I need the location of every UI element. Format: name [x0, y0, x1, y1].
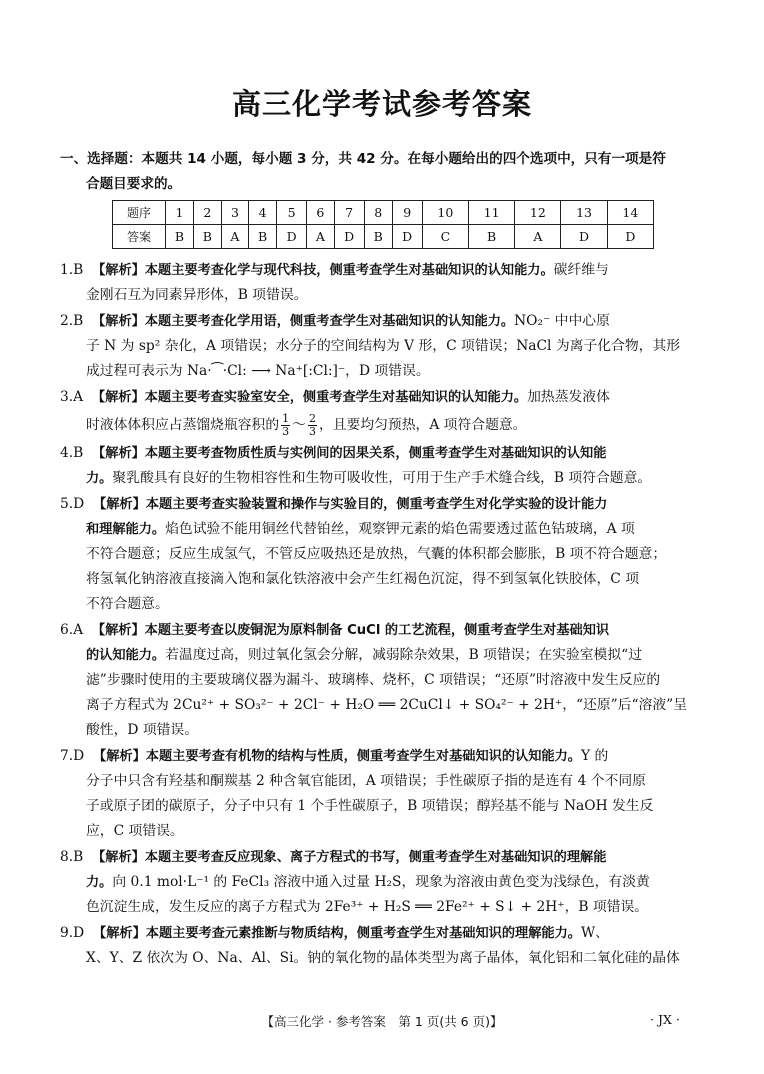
question-7	[60, 744, 710, 844]
analysis-text: Y 的	[580, 748, 609, 764]
answer-cell: A	[515, 225, 561, 249]
answer-cell: B	[249, 225, 277, 249]
question-number-cell: 6	[307, 201, 334, 225]
analysis-line: 色沉淀生成，发生反应的离子方程式为 2Fe³⁺ + H₂S ══ 2Fe²⁺ + S↓ + 2H⁺，B 项错误。	[86, 899, 649, 915]
answer-cell: B	[166, 225, 194, 249]
question-number-cell: 10	[422, 201, 468, 225]
analysis-text: NO₂⁻ 中中心原	[514, 313, 610, 329]
analysis-line	[60, 466, 710, 491]
analysis-tag-cont: 的认知能力。	[86, 648, 166, 663]
fraction-numerator: 1	[282, 412, 290, 425]
analysis-tag-cont: 力。	[86, 875, 113, 890]
analysis-line: 滤”步骤时使用的主要玻璃仪器为漏斗、玻璃棒、烧杯，C 项错误；“还原”时溶液中发生反应的	[86, 672, 661, 688]
page-title: 高三化学考试参考答案	[231, 87, 532, 121]
analysis-text: 向 0.1 mol·L⁻¹ 的 FeCl₃ 溶液中通入过量 H₂S，现象为溶液由黄色变为浅绿色，有淡黄	[112, 874, 650, 890]
answer-table	[112, 200, 654, 249]
analysis-line-fraction	[60, 410, 710, 440]
question-number: 2.B	[60, 313, 84, 329]
question-number: 8.B	[60, 849, 84, 865]
answer-cell: D	[277, 225, 307, 249]
table-row-numbers	[113, 201, 654, 225]
section-heading-text: 一、选择题：本题共 14 小题，每小题 3 分，共 42 分。在每小题给出的四个选项中，只有一项是符	[60, 151, 666, 167]
analysis-tag: 【解析】本题主要考查物质性质与实例间的因果关系，侧重考查学生对基础知识的认知能	[92, 446, 607, 461]
analysis-text: W、	[580, 925, 609, 941]
analysis-line: 金刚石互为同素异形体，B 项错误。	[86, 287, 308, 303]
answer-cell: D	[607, 225, 653, 249]
answer-cell: B	[364, 225, 392, 249]
analysis-tag: 【解析】本题主要考查反应现象、离子方程式的书写，侧重考查学生对基础知识的理解能	[92, 850, 607, 865]
analysis-line: 不符合题意；反应生成氢气，不管反应吸热还是放热，气囊的体积都会膨胀，B 项不符合题意；	[86, 546, 667, 562]
analysis-tag: 【解析】本题主要考查实验装置和操作与实验目的，侧重考查学生对化学实验的设计能力	[93, 497, 608, 512]
analysis-line: 子或原子团的碳原子，分子中只有 1 个手性碳原子，B 项错误；醇羟基不能与 NaOH 发生反	[86, 798, 654, 814]
analysis-tag: 【解析】本题主要考查实验室安全，侧重考查学生对基础知识的认知能力。	[91, 390, 528, 405]
analysis-text: 碳纤维与	[553, 262, 609, 278]
question-number-cell: 13	[561, 201, 607, 225]
analysis-line: 酸性，D 项错误。	[86, 722, 199, 738]
question-number: 4.B	[60, 445, 84, 461]
analysis-text: 若温度过高，则过氧化氢会分解，减弱除杂效果，B 项错误；在实验室模拟“过	[165, 647, 642, 663]
analysis-tag-cont: 和理解能力。	[86, 522, 166, 537]
analysis-line: 子 N 为 sp² 杂化，A 项错误；水分子的空间结构为 V 形，C 项错误；NaCl 为离子化合物，其形	[86, 338, 681, 354]
analysis-text: 加热蒸发液体	[527, 389, 610, 405]
question-number: 3.A	[60, 389, 84, 405]
analysis-text: 聚乳酸具有良好的生物相容性和生物可吸收性，可用于生产手术缝合线，B 项符合题意。	[112, 470, 652, 486]
fraction-numerator: 2	[308, 412, 316, 425]
analysis-line: 应，C 项错误。	[86, 823, 184, 839]
table-row-answers	[113, 225, 654, 249]
analysis-line	[60, 643, 710, 668]
analysis-tag-cont: 力。	[86, 471, 113, 486]
fraction-denominator: 3	[308, 425, 316, 438]
fraction-prefix: 时液体体积应占蒸馏烧瓶容积的	[86, 417, 280, 433]
question-number-cell: 11	[468, 201, 514, 225]
question-8	[60, 845, 710, 920]
analysis-tag: 【解析】本题主要考查有机物的结构与性质，侧重考查学生对基础知识的认知能力。	[93, 749, 581, 764]
analysis-tag: 【解析】本题主要考查元素推断与物质结构，侧重考查学生对基础知识的理解能力。	[93, 926, 581, 941]
fraction-suffix: ，且要均匀预热，A 项符合题意。	[318, 417, 527, 433]
analysis-line: X、Y、Z 依次为 O、Na、Al、Si。钠的氧化物的晶体类型为离子晶体，氧化铝和二氧化硅的晶体	[86, 950, 680, 966]
fraction-one-third	[281, 413, 290, 438]
question-1	[60, 258, 710, 308]
answer-cell: D	[561, 225, 607, 249]
analysis-line	[60, 517, 710, 542]
question-number: 6.A	[60, 622, 84, 638]
answer-cell: A	[307, 225, 334, 249]
footer-code: · JX ·	[650, 1012, 680, 1027]
answer-explanations	[60, 258, 710, 972]
question-number-cell: 1	[166, 201, 194, 225]
analysis-line: 不符合题意。	[86, 596, 169, 612]
question-number-cell: 7	[334, 201, 364, 225]
question-number-cell: 14	[607, 201, 653, 225]
question-number-cell: 2	[193, 201, 221, 225]
analysis-tag: 【解析】本题主要考查化学用语，侧重考查学生对基础知识的认知能力。	[92, 314, 515, 329]
question-number: 5.D	[60, 496, 85, 512]
question-number-cell: 9	[392, 201, 422, 225]
analysis-line: 离子方程式为 2Cu²⁺ + SO₃²⁻ + 2Cl⁻ + H₂O ══ 2CuCl↓ + SO₄²⁻ + 2H⁺，“还原”后“溶液”呈	[86, 697, 687, 713]
question-3	[60, 385, 710, 440]
question-9	[60, 921, 710, 971]
analysis-tag: 【解析】本题主要考查化学与现代科技，侧重考查学生对基础知识的认知能力。	[92, 263, 554, 278]
question-number-cell: 4	[249, 201, 277, 225]
answer-cell: C	[422, 225, 468, 249]
question-6	[60, 618, 710, 743]
answer-cell: D	[392, 225, 422, 249]
answer-cell: B	[468, 225, 514, 249]
section-heading	[60, 147, 710, 197]
section-heading-cont: 合题目要求的。	[86, 176, 182, 192]
question-number-cell: 5	[277, 201, 307, 225]
question-number-cell: 3	[221, 201, 248, 225]
analysis-tag: 【解析】本题主要考查以废铜泥为原料制备 CuCl 的工艺流程，侧重考查学生对基础知识	[91, 623, 610, 638]
fraction-denominator: 3	[282, 425, 290, 438]
analysis-line: 将氢氧化钠溶液直接滴入饱和氯化铁溶液中会产生红褐色沉淀，得不到氢氧化铁胶体，C 项	[86, 571, 640, 587]
question-4	[60, 441, 710, 491]
question-number: 9.D	[60, 925, 85, 941]
page-footer: 【高三化学 · 参考答案 第 1 页(共 6 页)】	[261, 1014, 503, 1029]
analysis-line: 分子中只含有羟基和酮羰基 2 种含氧官能团，A 项错误；手性碳原子指的是连有 4 个不同原	[86, 773, 646, 789]
question-number: 7.D	[60, 748, 85, 764]
question-number-cell: 12	[515, 201, 561, 225]
analysis-text: 焰色试验不能用铜丝代替铂丝，观察钾元素的焰色需要透过蓝色钴玻璃，A 项	[165, 521, 635, 537]
range-tilde: ～	[292, 417, 306, 433]
row-label-answer: 答案	[113, 225, 166, 249]
question-5	[60, 492, 710, 617]
question-number: 1.B	[60, 262, 84, 278]
fraction-two-thirds	[308, 413, 317, 438]
row-label-number: 题序	[113, 201, 166, 225]
analysis-line	[60, 870, 710, 895]
question-2	[60, 309, 710, 384]
answer-cell: B	[193, 225, 221, 249]
analysis-line: 成过程可表示为 Na·⁀·Cl: ⟶ Na⁺[:Cl:]⁻，D 项错误。	[86, 363, 430, 379]
answer-cell: D	[334, 225, 364, 249]
answer-cell: A	[221, 225, 248, 249]
question-number-cell: 8	[364, 201, 392, 225]
